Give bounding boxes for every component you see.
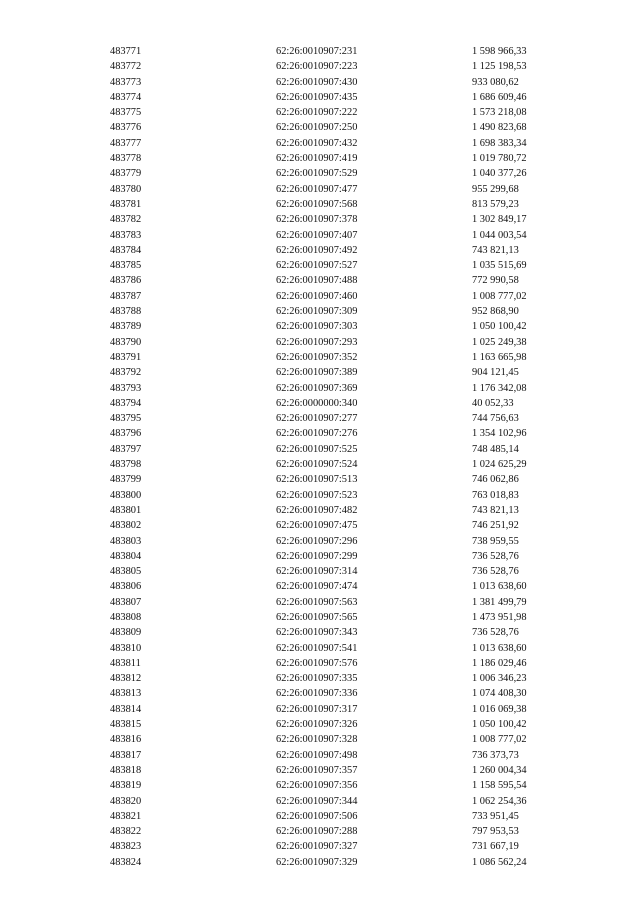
- row-number: 483803: [110, 535, 142, 547]
- cadastral-value: 744 756,63: [472, 413, 519, 425]
- table-row: [0, 120, 640, 135]
- row-number: 483824: [110, 856, 142, 868]
- row-number: 483792: [110, 367, 142, 379]
- cadastral-value: 736 373,73: [472, 749, 519, 761]
- cadastral-value: 1 158 595,54: [472, 780, 527, 792]
- cadastral-value: 1 125 198,53: [472, 61, 527, 73]
- table-row: [0, 472, 640, 487]
- cadastral-value: 1 381 499,79: [472, 596, 527, 608]
- row-number: 483816: [110, 734, 142, 746]
- cadastral-value: 1 050 100,42: [472, 321, 527, 333]
- cadastral-value: 933 080,62: [472, 76, 519, 88]
- cadastral-value: 1 086 562,24: [472, 856, 527, 868]
- table-row: [0, 595, 640, 610]
- table-row: [0, 488, 640, 503]
- data-table: [0, 44, 640, 870]
- cadastral-number: 62:26:0010907:344: [276, 795, 358, 807]
- cadastral-number: 62:26:0010907:328: [276, 734, 358, 746]
- cadastral-number: 62:26:0010907:482: [276, 504, 358, 516]
- cadastral-number: 62:26:0010907:296: [276, 535, 358, 547]
- cadastral-number: 62:26:0010907:541: [276, 642, 358, 654]
- table-row: [0, 273, 640, 288]
- row-number: 483795: [110, 413, 142, 425]
- row-number: 483808: [110, 611, 142, 623]
- cadastral-value: 1 050 100,42: [472, 719, 527, 731]
- row-number: 483823: [110, 841, 142, 853]
- table-row: [0, 855, 640, 870]
- table-row: [0, 748, 640, 763]
- row-number: 483783: [110, 229, 142, 241]
- cadastral-number: 62:26:0010907:477: [276, 183, 358, 195]
- row-number: 483817: [110, 749, 142, 761]
- row-number: 483810: [110, 642, 142, 654]
- table-row: [0, 824, 640, 839]
- cadastral-number: 62:26:0010907:378: [276, 214, 358, 226]
- table-row: [0, 549, 640, 564]
- table-row: [0, 625, 640, 640]
- cadastral-value: 1 598 966,33: [472, 46, 527, 57]
- row-number: 483775: [110, 107, 142, 119]
- cadastral-number: 62:26:0010907:357: [276, 764, 358, 776]
- row-number: 483791: [110, 351, 142, 363]
- row-number: 483821: [110, 810, 142, 822]
- cadastral-value: 736 528,76: [472, 627, 519, 639]
- table-row: [0, 610, 640, 625]
- cadastral-value: 733 951,45: [472, 810, 519, 822]
- row-number: 483820: [110, 795, 142, 807]
- row-number: 483780: [110, 183, 142, 195]
- cadastral-value: 1 698 383,34: [472, 137, 527, 149]
- cadastral-number: 62:26:0010907:314: [276, 566, 358, 578]
- row-number: 483797: [110, 443, 142, 455]
- cadastral-number: 62:26:0010907:474: [276, 581, 358, 593]
- row-number: 483809: [110, 627, 142, 639]
- cadastral-number: 62:26:0010907:513: [276, 474, 358, 486]
- table-row: [0, 197, 640, 212]
- row-number: 483782: [110, 214, 142, 226]
- cadastral-number: 62:26:0010907:563: [276, 596, 358, 608]
- cadastral-number: 62:26:0010907:524: [276, 459, 358, 471]
- table-row: [0, 105, 640, 120]
- table-row: [0, 717, 640, 732]
- cadastral-number: 62:26:0010907:460: [276, 290, 358, 302]
- table-row: [0, 518, 640, 533]
- cadastral-value: 1 573 218,08: [472, 107, 527, 119]
- table-row: [0, 426, 640, 441]
- cadastral-value: 1 163 665,98: [472, 351, 527, 363]
- cadastral-value: 1 044 003,54: [472, 229, 527, 241]
- cadastral-number: 62:26:0010907:527: [276, 260, 358, 272]
- table-row: [0, 411, 640, 426]
- cadastral-value: 746 251,92: [472, 520, 519, 532]
- row-number: 483779: [110, 168, 142, 180]
- cadastral-value: 763 018,83: [472, 489, 519, 501]
- cadastral-value: 1 024 625,29: [472, 459, 527, 471]
- cadastral-number: 62:26:0000000:340: [276, 397, 358, 409]
- cadastral-value: 736 528,76: [472, 550, 519, 562]
- cadastral-number: 62:26:0010907:303: [276, 321, 358, 333]
- row-number: 483819: [110, 780, 142, 792]
- row-number: 483805: [110, 566, 142, 578]
- table-row: [0, 44, 640, 59]
- row-number: 483788: [110, 306, 142, 318]
- table-row: [0, 656, 640, 671]
- table-row: [0, 641, 640, 656]
- row-number: 483784: [110, 244, 142, 256]
- table-row: [0, 442, 640, 457]
- cadastral-value: 731 667,19: [472, 841, 519, 853]
- cadastral-value: 1 008 777,02: [472, 734, 527, 746]
- cadastral-value: 1 025 249,38: [472, 336, 527, 348]
- cadastral-value: 1 490 823,68: [472, 122, 527, 134]
- row-number: 483785: [110, 260, 142, 272]
- row-number: 483781: [110, 198, 142, 210]
- table-row: [0, 228, 640, 243]
- cadastral-number: 62:26:0010907:576: [276, 657, 358, 669]
- row-number: 483813: [110, 688, 142, 700]
- table-row: [0, 579, 640, 594]
- row-number: 483786: [110, 275, 142, 287]
- cadastral-value: 1 302 849,17: [472, 214, 527, 226]
- cadastral-number: 62:26:0010907:369: [276, 382, 358, 394]
- row-number: 483789: [110, 321, 142, 333]
- table-row: [0, 794, 640, 809]
- row-number: 483815: [110, 719, 142, 731]
- cadastral-value: 743 821,13: [472, 504, 519, 516]
- cadastral-value: 40 052,33: [472, 397, 514, 409]
- row-number: 483777: [110, 137, 142, 149]
- row-number: 483776: [110, 122, 142, 134]
- row-number: 483787: [110, 290, 142, 302]
- cadastral-value: 1 186 029,46: [472, 657, 527, 669]
- table-row: [0, 335, 640, 350]
- cadastral-value: 1 473 951,98: [472, 611, 527, 623]
- table-row: [0, 702, 640, 717]
- cadastral-number: 62:26:0010907:326: [276, 719, 358, 731]
- table-row: [0, 319, 640, 334]
- table-row: [0, 564, 640, 579]
- cadastral-value: 1 040 377,26: [472, 168, 527, 180]
- table-row: [0, 151, 640, 166]
- cadastral-number: 62:26:0010907:523: [276, 489, 358, 501]
- table-row: [0, 503, 640, 518]
- table-row: [0, 350, 640, 365]
- table-row: [0, 839, 640, 854]
- table-row: [0, 365, 640, 380]
- cadastral-number: 62:26:0010907:327: [276, 841, 358, 853]
- cadastral-value: 1 008 777,02: [472, 290, 527, 302]
- cadastral-number: 62:26:0010907:529: [276, 168, 358, 180]
- row-number: 483801: [110, 504, 142, 516]
- cadastral-number: 62:26:0010907:568: [276, 198, 358, 210]
- row-number: 483804: [110, 550, 142, 562]
- cadastral-number: 62:26:0010907:506: [276, 810, 358, 822]
- row-number: 483796: [110, 428, 142, 440]
- cadastral-number: 62:26:0010907:329: [276, 856, 358, 868]
- table-row: [0, 59, 640, 74]
- cadastral-value: 904 121,45: [472, 367, 519, 379]
- cadastral-value: 1 686 609,46: [472, 91, 527, 103]
- cadastral-number: 62:26:0010907:317: [276, 703, 358, 715]
- cadastral-number: 62:26:0010907:223: [276, 61, 358, 73]
- row-number: 483778: [110, 153, 142, 165]
- cadastral-number: 62:26:0010907:352: [276, 351, 358, 363]
- cadastral-number: 62:26:0010907:343: [276, 627, 358, 639]
- cadastral-number: 62:26:0010907:430: [276, 76, 358, 88]
- row-number: 483794: [110, 397, 142, 409]
- table-row: [0, 457, 640, 472]
- cadastral-number: 62:26:0010907:231: [276, 46, 358, 57]
- cadastral-number: 62:26:0010907:475: [276, 520, 358, 532]
- cadastral-number: 62:26:0010907:389: [276, 367, 358, 379]
- cadastral-number: 62:26:0010907:335: [276, 673, 358, 685]
- cadastral-value: 748 485,14: [472, 443, 519, 455]
- table-row: [0, 396, 640, 411]
- cadastral-number: 62:26:0010907:435: [276, 91, 358, 103]
- row-number: 483811: [110, 657, 141, 669]
- cadastral-number: 62:26:0010907:277: [276, 413, 358, 425]
- cadastral-number: 62:26:0010907:492: [276, 244, 358, 256]
- table-row: [0, 304, 640, 319]
- cadastral-value: 1 019 780,72: [472, 153, 527, 165]
- cadastral-number: 62:26:0010907:299: [276, 550, 358, 562]
- row-number: 483774: [110, 91, 142, 103]
- cadastral-number: 62:26:0010907:488: [276, 275, 358, 287]
- row-number: 483807: [110, 596, 142, 608]
- table-row: [0, 258, 640, 273]
- table-row: [0, 381, 640, 396]
- cadastral-value: 1 013 638,60: [472, 581, 527, 593]
- row-number: 483822: [110, 826, 142, 838]
- row-number: 483773: [110, 76, 142, 88]
- cadastral-value: 1 260 004,34: [472, 764, 527, 776]
- table-row: [0, 212, 640, 227]
- cadastral-value: 743 821,13: [472, 244, 519, 256]
- cadastral-number: 62:26:0010907:250: [276, 122, 358, 134]
- table-row: [0, 289, 640, 304]
- cadastral-value: 952 868,90: [472, 306, 519, 318]
- cadastral-number: 62:26:0010907:293: [276, 336, 358, 348]
- cadastral-number: 62:26:0010907:276: [276, 428, 358, 440]
- row-number: 483793: [110, 382, 142, 394]
- cadastral-number: 62:26:0010907:565: [276, 611, 358, 623]
- table-row: [0, 182, 640, 197]
- cadastral-value: 738 959,55: [472, 535, 519, 547]
- table-row: [0, 90, 640, 105]
- row-number: 483772: [110, 61, 142, 73]
- row-number: 483798: [110, 459, 142, 471]
- table-row: [0, 671, 640, 686]
- row-number: 483802: [110, 520, 142, 532]
- row-number: 483771: [110, 46, 142, 57]
- table-row: [0, 75, 640, 90]
- cadastral-value: 1 354 102,96: [472, 428, 527, 440]
- row-number: 483806: [110, 581, 142, 593]
- row-number: 483800: [110, 489, 142, 501]
- cadastral-number: 62:26:0010907:419: [276, 153, 358, 165]
- row-number: 483812: [110, 673, 142, 685]
- cadastral-value: 1 035 515,69: [472, 260, 527, 272]
- table-row: [0, 778, 640, 793]
- cadastral-number: 62:26:0010907:407: [276, 229, 358, 241]
- table-row: [0, 732, 640, 747]
- table-row: [0, 763, 640, 778]
- cadastral-value: 1 016 069,38: [472, 703, 527, 715]
- row-number: 483790: [110, 336, 142, 348]
- table-row: [0, 534, 640, 549]
- cadastral-number: 62:26:0010907:525: [276, 443, 358, 455]
- cadastral-value: 772 990,58: [472, 275, 519, 287]
- cadastral-number: 62:26:0010907:288: [276, 826, 358, 838]
- table-row: [0, 809, 640, 824]
- cadastral-value: 1 176 342,08: [472, 382, 527, 394]
- cadastral-number: 62:26:0010907:309: [276, 306, 358, 318]
- cadastral-value: 1 006 346,23: [472, 673, 527, 685]
- table-row: [0, 166, 640, 181]
- cadastral-value: 746 062,86: [472, 474, 519, 486]
- table-row: [0, 686, 640, 701]
- cadastral-value: 1 074 408,30: [472, 688, 527, 700]
- cadastral-value: 797 953,53: [472, 826, 519, 838]
- cadastral-number: 62:26:0010907:356: [276, 780, 358, 792]
- cadastral-number: 62:26:0010907:222: [276, 107, 358, 119]
- cadastral-value: 1 062 254,36: [472, 795, 527, 807]
- cadastral-number: 62:26:0010907:336: [276, 688, 358, 700]
- row-number: 483814: [110, 703, 142, 715]
- cadastral-value: 955 299,68: [472, 183, 519, 195]
- table-row: [0, 136, 640, 151]
- cadastral-value: 813 579,23: [472, 198, 519, 210]
- cadastral-number: 62:26:0010907:432: [276, 137, 358, 149]
- cadastral-number: 62:26:0010907:498: [276, 749, 358, 761]
- row-number: 483799: [110, 474, 142, 486]
- cadastral-value: 1 013 638,60: [472, 642, 527, 654]
- row-number: 483818: [110, 764, 142, 776]
- cadastral-value: 736 528,76: [472, 566, 519, 578]
- table-row: [0, 243, 640, 258]
